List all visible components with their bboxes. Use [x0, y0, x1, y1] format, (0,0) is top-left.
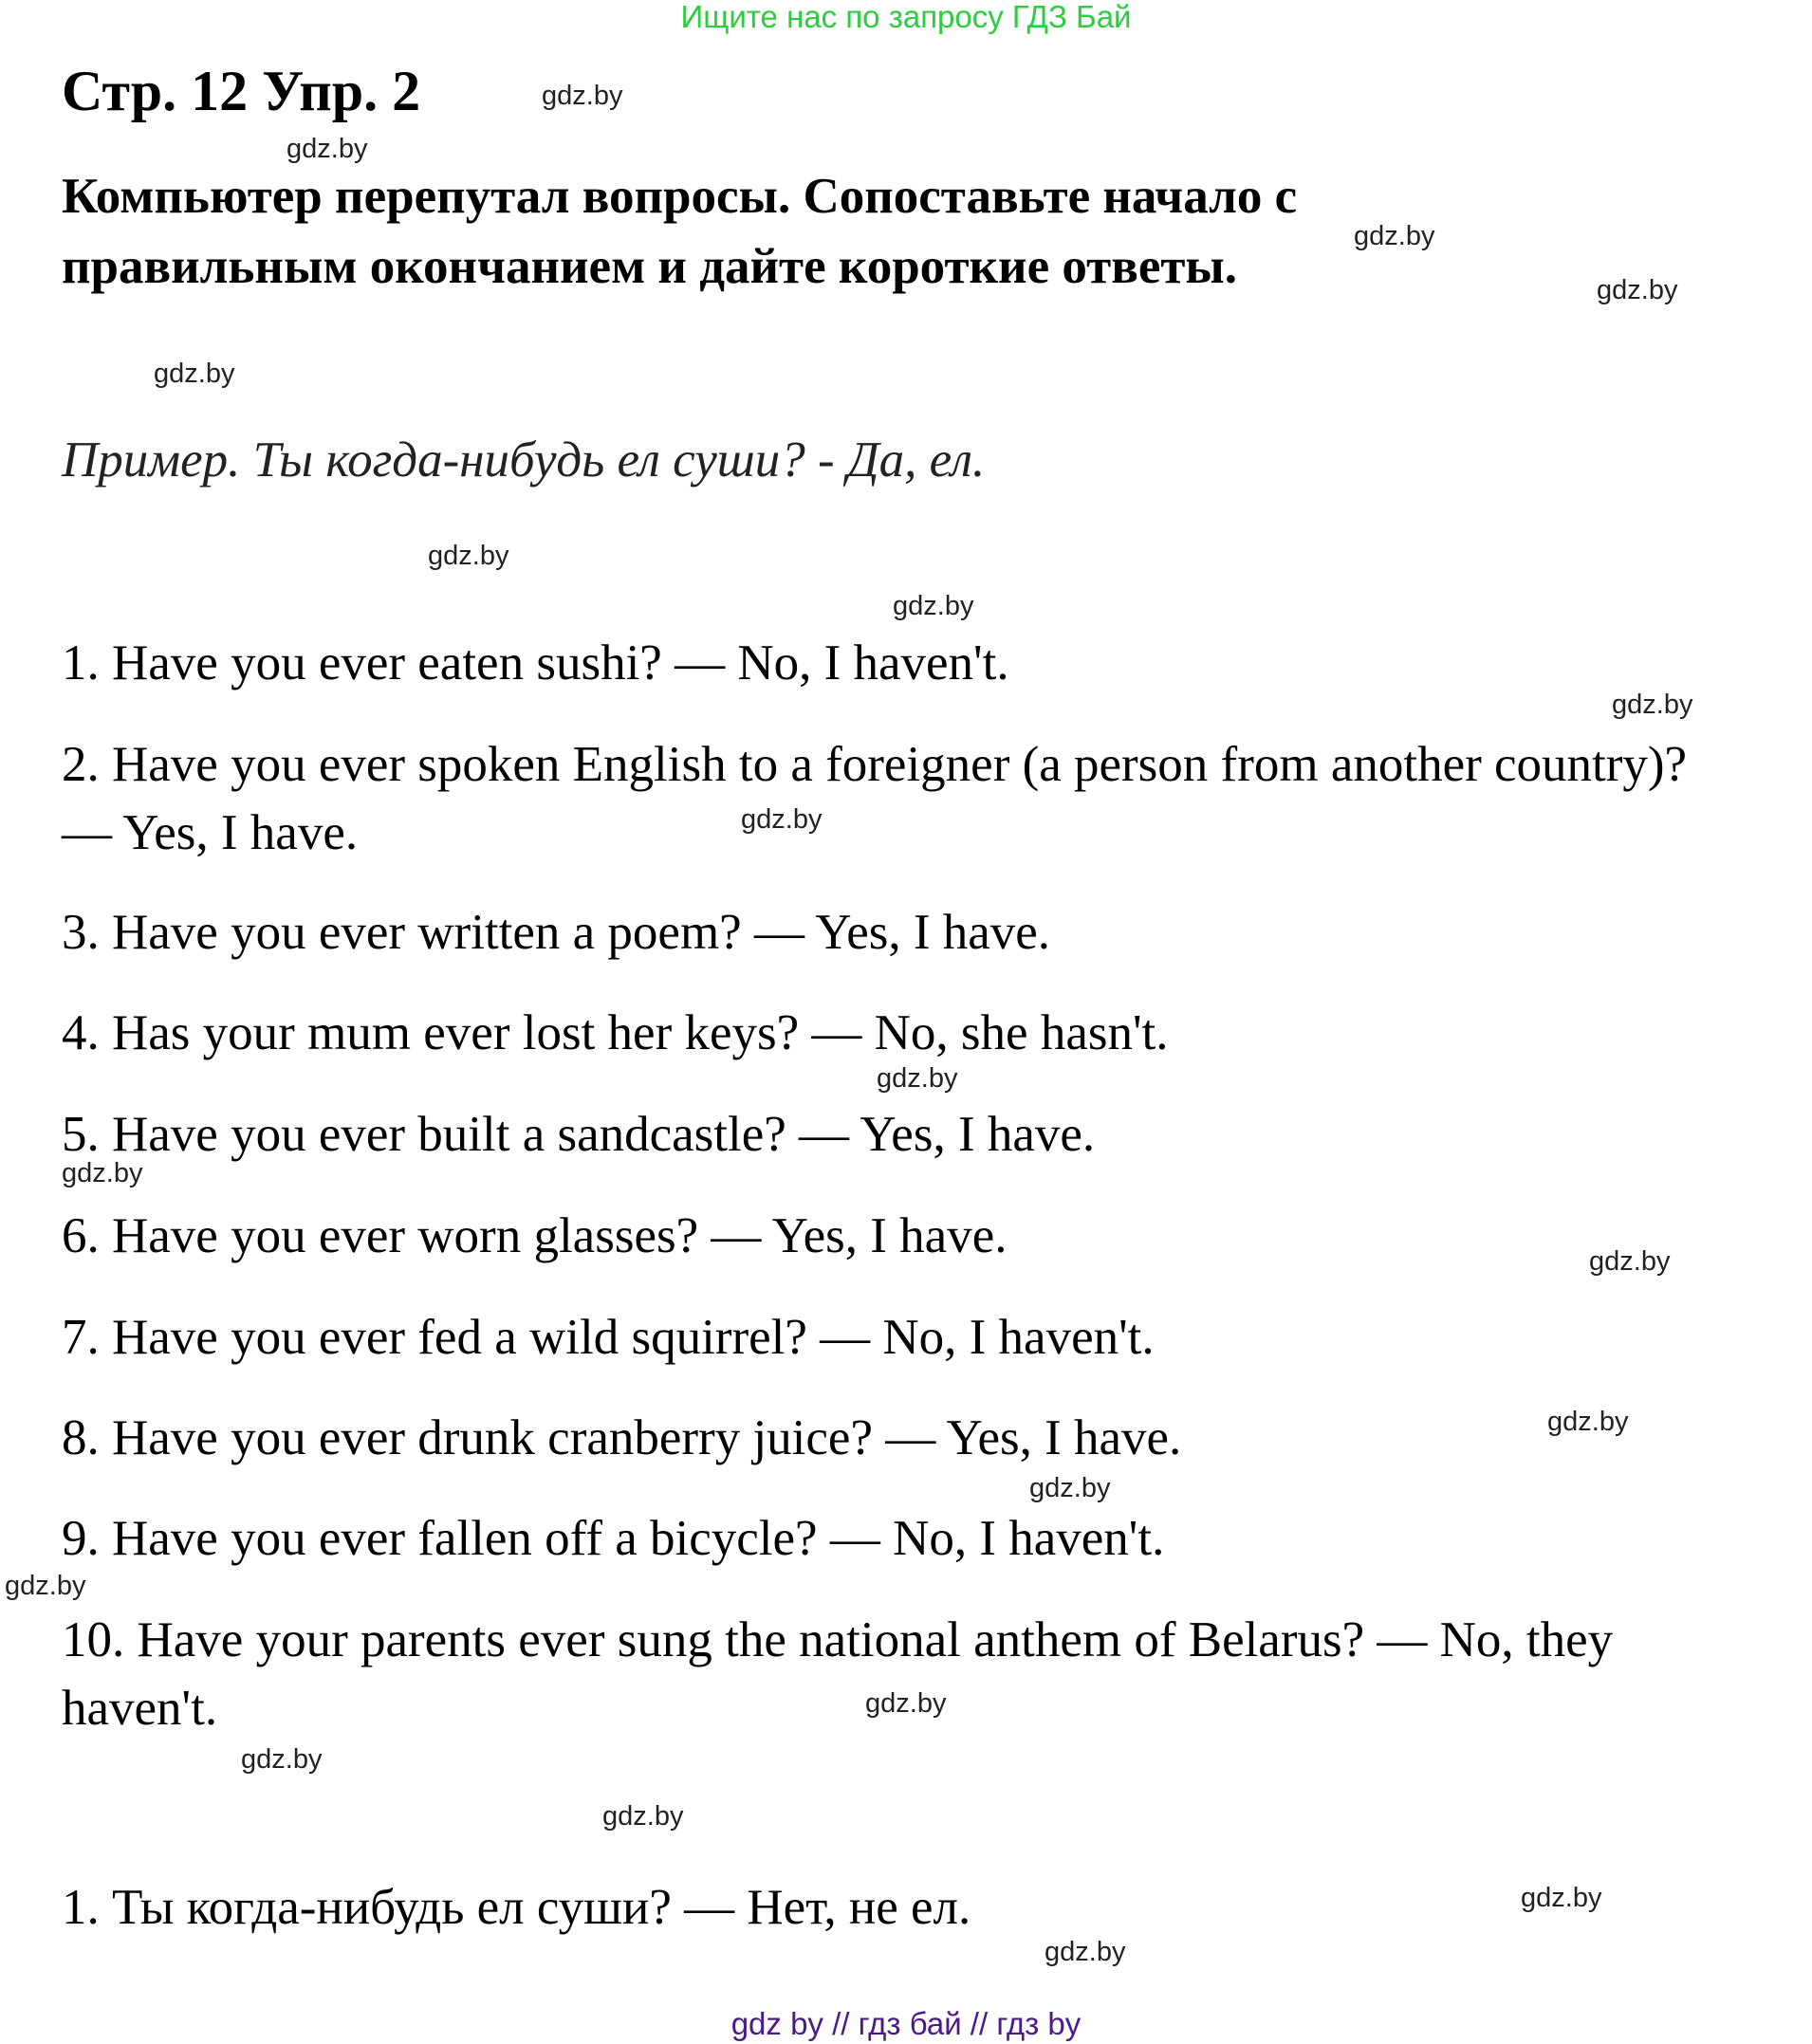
watermark: gdz.by — [154, 359, 235, 389]
watermark: gdz.by — [542, 81, 623, 111]
answer-item: 10. Have your parents ever sung the national anthem of Belarus? — No, they haven't. — [62, 1612, 1614, 1736]
watermark: gdz.by — [1597, 275, 1678, 305]
answer-item: 6. Have you ever worn glasses? — Yes, I have. — [62, 1208, 1008, 1263]
watermark: gdz.by — [1612, 690, 1693, 720]
watermark: gdz.by — [741, 804, 823, 835]
watermark: gdz.by — [877, 1063, 958, 1094]
answer-item: 5. Have you ever built a sandcastle? — Yes, I have. — [62, 1107, 1096, 1162]
answer-item: 9. Have you ever fallen off a bicycle? — No, I haven't. — [62, 1511, 1165, 1566]
answer-item: 2. Have you ever spoken English to a foreigner (a person from another country)? — Yes, I have. — [62, 737, 1688, 860]
watermark: gdz.by — [1521, 1883, 1602, 1913]
watermark: gdz.by — [5, 1571, 86, 1601]
translation-item: 1. Ты когда-нибудь ел суши? — Нет, не ел. — [62, 1880, 971, 1935]
footer-links: gdz by // гдз бай // гдз by — [730, 2006, 1082, 2041]
watermark: gdz.by — [1045, 1937, 1126, 1967]
watermark: gdz.by — [1589, 1246, 1671, 1277]
answer-item: 7. Have you ever fed a wild squirrel? — No, I haven't. — [62, 1310, 1155, 1365]
answer-item: 4. Has your mum ever lost her keys? — No, she hasn't. — [62, 1005, 1169, 1060]
answer-item: 1. Have you ever eaten sushi? — No, I haven't. — [62, 635, 1009, 691]
example-text: Пример. Ты когда-нибудь ел суши? - Да, ел. — [62, 433, 986, 488]
watermark: gdz.by — [428, 541, 509, 571]
answer-item: 8. Have you ever drunk cranberry juice? — Yes, I have. — [62, 1410, 1182, 1465]
task-instruction: Компьютер перепутал вопросы. Сопоставьте начало с правильным окончанием и дайте короткие ответы. — [62, 169, 1298, 294]
watermark: gdz.by — [865, 1688, 947, 1719]
watermark: gdz.by — [287, 134, 368, 164]
watermark: gdz.by — [602, 1801, 684, 1832]
watermark: gdz.by — [241, 1744, 323, 1775]
watermark: gdz.by — [893, 591, 974, 621]
watermark: gdz.by — [1354, 221, 1435, 251]
search-banner: Ищите нас по запросу ГДЗ Бай — [680, 0, 1132, 34]
watermark: gdz.by — [1029, 1473, 1111, 1503]
watermark: gdz.by — [62, 1158, 143, 1188]
watermark: gdz.by — [1547, 1407, 1629, 1437]
page-title: Стр. 12 Упр. 2 — [62, 60, 421, 122]
answer-item: 3. Have you ever written a poem? — Yes, I have. — [62, 905, 1051, 960]
